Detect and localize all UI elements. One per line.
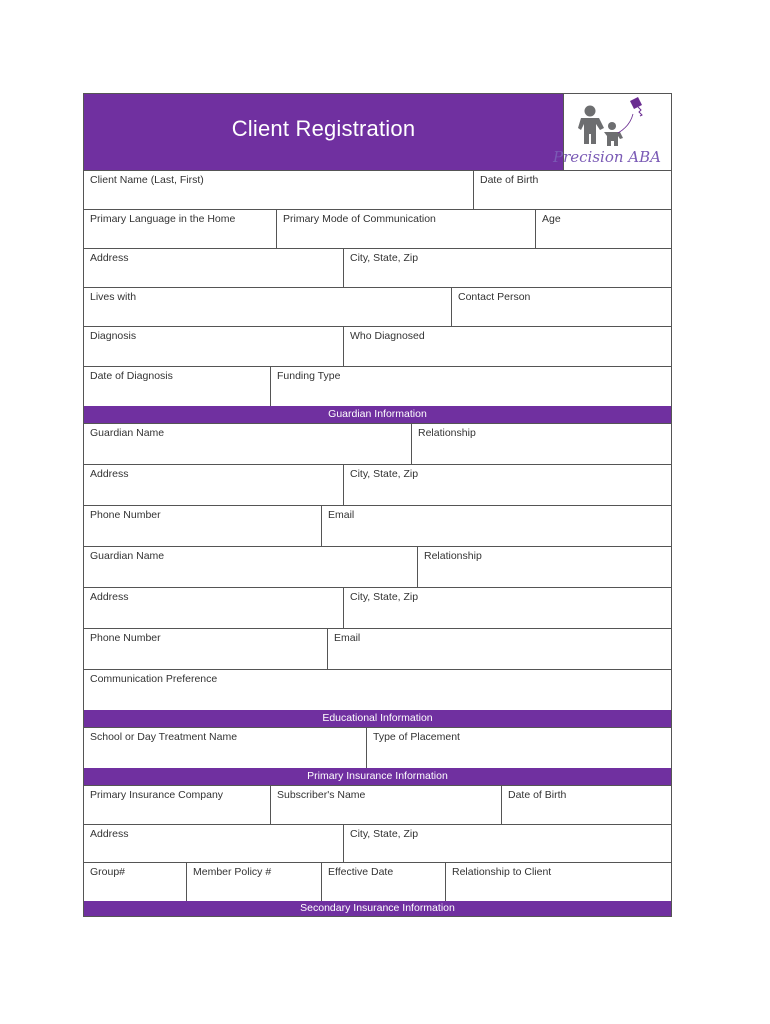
- client-address-field[interactable]: [84, 248, 343, 287]
- field-label: Funding Type: [277, 370, 341, 382]
- contact-person-field[interactable]: [451, 287, 671, 326]
- field-label: City, State, Zip: [350, 591, 419, 603]
- subscriber-name-field[interactable]: [270, 785, 501, 824]
- field-label: Primary Mode of Communication: [283, 213, 436, 225]
- field-label: Client Name (Last, First): [90, 174, 204, 186]
- field-label: Phone Number: [90, 632, 161, 644]
- who-diagnosed-field[interactable]: [343, 326, 671, 366]
- field-label: Subscriber's Name: [277, 789, 366, 801]
- logo-text: Precision ABA: [553, 148, 661, 166]
- funding-type-field[interactable]: [270, 366, 671, 406]
- field-label: City, State, Zip: [350, 828, 419, 840]
- secondary-insurance-section-header: Secondary Insurance Information: [84, 901, 671, 916]
- field-label: Address: [90, 468, 129, 480]
- field-label: Effective Date: [328, 866, 394, 878]
- field-label: Type of Placement: [373, 731, 460, 743]
- placement-type-field[interactable]: [366, 727, 671, 768]
- field-label: Date of Birth: [508, 789, 567, 801]
- guardian-2-city-state-zip-field[interactable]: [343, 587, 671, 628]
- family-kite-icon: [578, 96, 663, 148]
- group-number-field[interactable]: [84, 862, 186, 902]
- field-label: Address: [90, 828, 129, 840]
- field-label: City, State, Zip: [350, 468, 419, 480]
- field-label: Email: [334, 632, 361, 644]
- field-label: Date of Birth: [480, 174, 539, 186]
- field-label: Contact Person: [458, 291, 531, 303]
- guardian-section-header: Guardian Information: [84, 406, 671, 423]
- field-label: Communication Preference: [90, 673, 218, 685]
- age-field[interactable]: [535, 209, 671, 248]
- field-label: Date of Diagnosis: [90, 370, 173, 382]
- date-of-diagnosis-field[interactable]: [84, 366, 270, 406]
- field-label: Guardian Name: [90, 550, 165, 562]
- page-title: Client Registration: [231, 116, 416, 141]
- guardian-1-name-field[interactable]: [84, 423, 411, 464]
- field-label: Primary Insurance Company: [90, 789, 224, 801]
- primary-language-field[interactable]: [84, 209, 276, 248]
- guardian-2-email-field[interactable]: [327, 628, 671, 669]
- field-label: Age: [542, 213, 561, 225]
- guardian-2-address-field[interactable]: [84, 587, 343, 628]
- client-city-state-zip-field[interactable]: [343, 248, 671, 287]
- communication-mode-field[interactable]: [276, 209, 535, 248]
- insurance-company-field[interactable]: [84, 785, 270, 824]
- field-label: Who Diagnosed: [350, 330, 425, 342]
- guardian-1-city-state-zip-field[interactable]: [343, 464, 671, 505]
- insurance-city-state-zip-field[interactable]: [343, 824, 671, 862]
- guardian-2-relationship-field[interactable]: [417, 546, 671, 587]
- field-label: Phone Number: [90, 509, 161, 521]
- guardian-1-relationship-field[interactable]: [411, 423, 671, 464]
- guardian-1-address-field[interactable]: [84, 464, 343, 505]
- field-label: Address: [90, 591, 129, 603]
- guardian-1-email-field[interactable]: [321, 505, 671, 546]
- diagnosis-field[interactable]: [84, 326, 343, 366]
- field-label: Relationship to Client: [452, 866, 552, 878]
- relationship-to-client-field[interactable]: [445, 862, 671, 902]
- field-label: Guardian Name: [90, 427, 165, 439]
- communication-preference-field[interactable]: [84, 669, 671, 710]
- field-label: Primary Language in the Home: [90, 213, 236, 225]
- title-band: [84, 94, 564, 170]
- field-label: Relationship: [424, 550, 482, 562]
- primary-insurance-section-header: Primary Insurance Information: [84, 768, 671, 785]
- field-label: Email: [328, 509, 355, 521]
- guardian-1-phone-field[interactable]: [84, 505, 321, 546]
- lives-with-field[interactable]: [84, 287, 451, 326]
- effective-date-field[interactable]: [321, 862, 445, 902]
- guardian-2-phone-field[interactable]: [84, 628, 327, 669]
- client-registration-form: [83, 93, 672, 917]
- client-name-field[interactable]: [84, 170, 473, 209]
- field-label: Lives with: [90, 291, 137, 303]
- field-label: Member Policy #: [193, 866, 272, 878]
- field-label: Diagnosis: [90, 330, 137, 342]
- field-label: City, State, Zip: [350, 252, 419, 264]
- guardian-2-name-field[interactable]: [84, 546, 417, 587]
- field-label: Relationship: [418, 427, 476, 439]
- client-dob-field[interactable]: [473, 170, 671, 209]
- field-label: Group#: [90, 866, 126, 878]
- member-policy-field[interactable]: [186, 862, 321, 902]
- education-section-header: Educational Information: [84, 710, 671, 727]
- subscriber-dob-field[interactable]: [501, 785, 671, 824]
- field-label: School or Day Treatment Name: [90, 731, 238, 743]
- logo: [553, 94, 671, 170]
- insurance-address-field[interactable]: [84, 824, 343, 862]
- field-label: Address: [90, 252, 129, 264]
- school-name-field[interactable]: [84, 727, 366, 768]
